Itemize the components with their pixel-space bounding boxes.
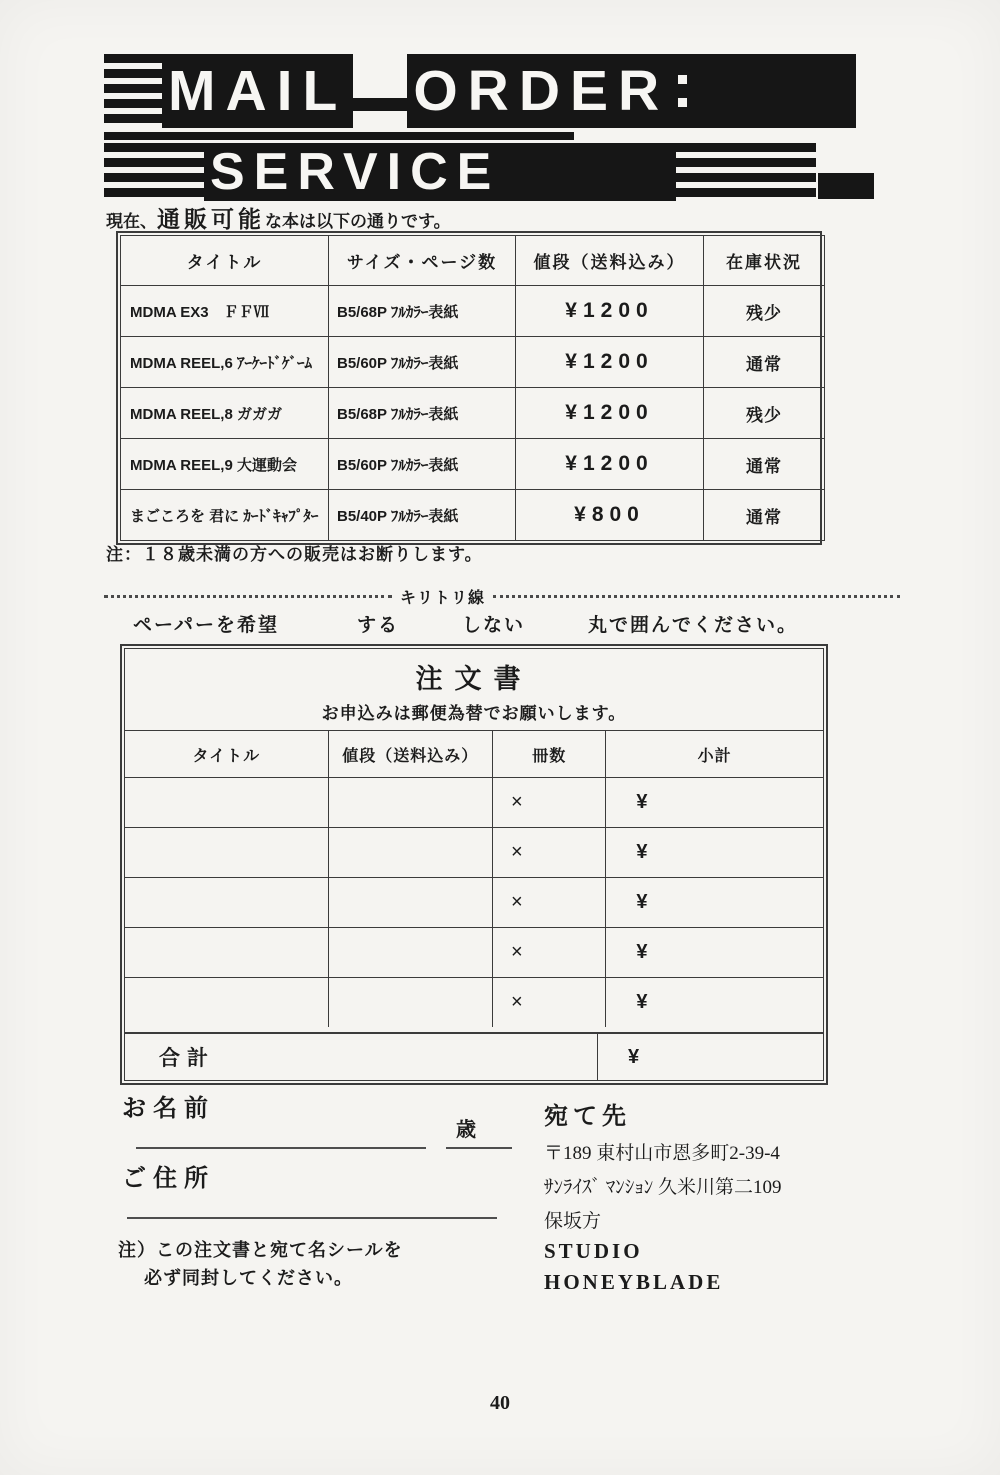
order-yen-mark: ¥ bbox=[606, 778, 823, 828]
order-total-row bbox=[125, 1032, 823, 1080]
book-price: ¥800 bbox=[516, 490, 704, 541]
order-yen-mark: ¥ bbox=[606, 978, 823, 1028]
book-stock: 通常 bbox=[704, 337, 825, 388]
order-qty-mark: × bbox=[493, 878, 606, 928]
table-row bbox=[121, 286, 825, 337]
book-stock: 通常 bbox=[704, 439, 825, 490]
order-yen-mark: ¥ bbox=[606, 928, 823, 978]
enclosure-note bbox=[118, 1236, 403, 1292]
book-price: ¥1200 bbox=[516, 388, 704, 439]
order-total-left bbox=[125, 1034, 598, 1080]
recipient-building-line: ｻﾝﾗｲｽﾞ ﾏﾝｼｮﾝ 久米川第二109 bbox=[544, 1177, 782, 1198]
paper-option-yes: する bbox=[357, 615, 400, 636]
order-blank-row bbox=[125, 928, 823, 978]
order-qty-mark: × bbox=[493, 928, 606, 978]
table-row bbox=[121, 388, 825, 439]
order-title-blank bbox=[125, 878, 328, 928]
recipient-address-block bbox=[544, 1096, 782, 1295]
book-size: B5/68P ﾌﾙｶﾗｰ表紙 bbox=[329, 286, 516, 337]
cut-line-label: キリトリ線 bbox=[400, 590, 486, 607]
order-blank-row bbox=[125, 878, 823, 928]
table-row bbox=[121, 337, 825, 388]
book-stock: 残少 bbox=[704, 286, 825, 337]
order-blank-row bbox=[125, 828, 823, 878]
order-title-blank bbox=[125, 978, 328, 1028]
order-header-title: タイトル bbox=[125, 731, 328, 778]
age-restriction-note: 注：１８歳未満の方への販売はお断りします。 bbox=[106, 545, 483, 564]
page-number: 40 bbox=[490, 1392, 510, 1414]
order-form bbox=[120, 644, 828, 1085]
book-title: MDMA EX3 ＦＦⅦ bbox=[121, 286, 329, 337]
intro-line bbox=[106, 201, 451, 234]
order-form-header bbox=[125, 649, 823, 731]
catalog-table bbox=[116, 231, 822, 545]
intro-emphasis: 通販可能 bbox=[157, 206, 265, 232]
book-price: ¥1200 bbox=[516, 337, 704, 388]
order-yen-mark: ¥ bbox=[606, 878, 823, 928]
order-total-right bbox=[598, 1034, 823, 1080]
age-write-line bbox=[446, 1147, 512, 1149]
order-header-price: 値段（送料込み） bbox=[328, 731, 492, 778]
recipient-title: 宛て先 bbox=[544, 1103, 631, 1130]
paper-preference-row bbox=[0, 610, 1000, 640]
order-form-subtitle: お申込みは郵便為替でお願いします。 bbox=[321, 704, 627, 723]
banner-stripes-left-icon bbox=[104, 54, 162, 128]
age-field-label: 歳 bbox=[456, 1119, 476, 1141]
order-header-qty: 冊数 bbox=[493, 731, 606, 778]
mail-order-service-banner bbox=[104, 54, 856, 201]
order-header-subtotal: 小計 bbox=[606, 731, 823, 778]
table-row bbox=[121, 439, 825, 490]
book-price: ¥1200 bbox=[516, 439, 704, 490]
banner-line-mail-order bbox=[104, 54, 856, 128]
banner-word-service: SERVICE bbox=[210, 143, 501, 201]
order-qty-mark: × bbox=[493, 828, 606, 878]
banner-colon-dots-icon bbox=[675, 54, 693, 128]
banner-tab-block bbox=[818, 173, 874, 199]
order-price-blank bbox=[328, 778, 492, 828]
enclosure-note-line2: 必ず同封してください。 bbox=[144, 1268, 353, 1288]
intro-prefix: 現在、 bbox=[106, 212, 157, 231]
name-field-label: お名前 bbox=[122, 1095, 215, 1122]
catalog-header-row bbox=[121, 236, 825, 286]
book-size: B5/68P ﾌﾙｶﾗｰ表紙 bbox=[329, 388, 516, 439]
banner-stripes-right-icon bbox=[676, 143, 816, 201]
book-stock: 通常 bbox=[704, 490, 825, 541]
cut-line-dots-right bbox=[493, 595, 900, 598]
order-qty-mark: × bbox=[493, 778, 606, 828]
banner-underscore-icon bbox=[353, 54, 407, 128]
order-header-row bbox=[125, 731, 823, 778]
intro-suffix: な本は以下の通りです。 bbox=[265, 212, 451, 231]
enclosure-note-line1: 注）この注文書と宛て名シールを bbox=[118, 1240, 403, 1260]
order-qty-mark: × bbox=[493, 978, 606, 1028]
order-price-blank bbox=[328, 928, 492, 978]
order-total-yen-mark: ¥ bbox=[628, 1045, 640, 1068]
order-price-blank bbox=[328, 878, 492, 928]
catalog-header-size: サイズ・ページ数 bbox=[329, 236, 516, 286]
book-title: まごころを 君に ｶｰﾄﾞｷｬﾌﾟﾀｰ bbox=[121, 490, 329, 541]
book-size: B5/40P ﾌﾙｶﾗｰ表紙 bbox=[329, 490, 516, 541]
book-size: B5/60P ﾌﾙｶﾗｰ表紙 bbox=[329, 439, 516, 490]
paper-preference-label: ペーパーを希望 bbox=[133, 615, 280, 636]
book-title: MDMA REEL,8 ガガガ bbox=[121, 388, 329, 439]
cut-line-dots-left bbox=[104, 595, 392, 598]
banner-divider-stripe bbox=[104, 128, 856, 143]
banner-line-service bbox=[104, 143, 816, 201]
cut-line bbox=[104, 585, 900, 608]
catalog-header-stock: 在庫状況 bbox=[704, 236, 825, 286]
book-price: ¥1200 bbox=[516, 286, 704, 337]
order-form-title: 注文書 bbox=[415, 664, 533, 694]
order-blank-row bbox=[125, 978, 823, 1028]
order-yen-mark: ¥ bbox=[606, 828, 823, 878]
recipient-honeyblade-line: HONEYBLADE bbox=[544, 1270, 724, 1294]
order-title-blank bbox=[125, 928, 328, 978]
book-title: MDMA REEL,9 大運動会 bbox=[121, 439, 329, 490]
paper-circle-instruction: 丸で囲んでください。 bbox=[588, 615, 799, 636]
order-title-blank bbox=[125, 828, 328, 878]
book-title: MDMA REEL,6 ｱｰｹｰﾄﾞｹﾞｰﾑ bbox=[121, 337, 329, 388]
order-total-label: 合計 bbox=[159, 1047, 215, 1070]
order-blank-row bbox=[125, 778, 823, 828]
address-field-label: ご住所 bbox=[122, 1165, 215, 1192]
book-size: B5/60P ﾌﾙｶﾗｰ表紙 bbox=[329, 337, 516, 388]
banner-word-mail: MAIL bbox=[168, 58, 348, 123]
catalog-header-price: 値段（送料込み） bbox=[516, 236, 704, 286]
recipient-care-of-line: 保坂方 bbox=[544, 1211, 602, 1232]
table-row bbox=[121, 490, 825, 541]
catalog-header-title: タイトル bbox=[121, 236, 329, 286]
order-price-blank bbox=[328, 828, 492, 878]
address-write-line bbox=[127, 1217, 497, 1219]
recipient-studio-line: STUDIO bbox=[544, 1239, 643, 1263]
paper-option-no: しない bbox=[462, 615, 526, 636]
recipient-postal-line: 〒189 東村山市恩多町2-39-4 bbox=[544, 1143, 780, 1164]
name-write-line bbox=[136, 1147, 426, 1149]
banner-stripes-left2-icon bbox=[104, 143, 204, 201]
book-stock: 残少 bbox=[704, 388, 825, 439]
order-title-blank bbox=[125, 778, 328, 828]
order-price-blank bbox=[328, 978, 492, 1028]
banner-word-order: ORDER bbox=[413, 58, 670, 123]
